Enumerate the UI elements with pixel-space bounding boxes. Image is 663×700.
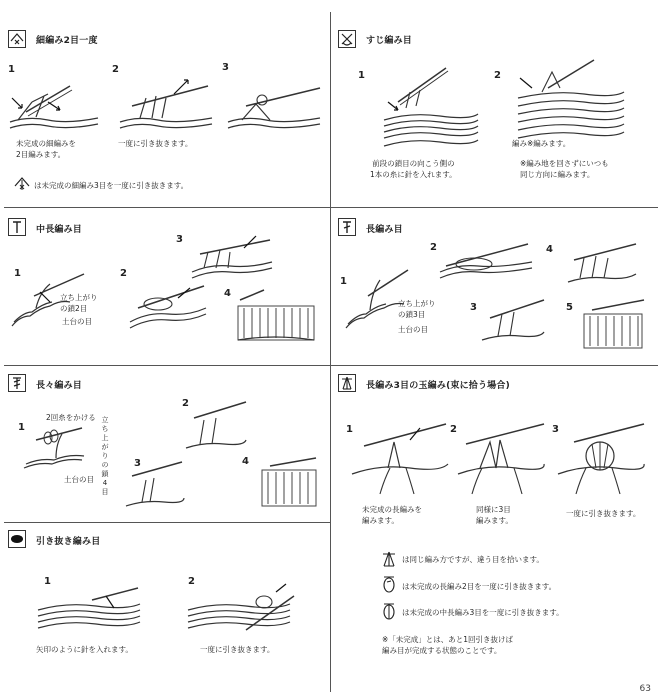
step-number: 1	[346, 424, 353, 435]
note-text: は未完成の中長編み3目を一度に引き抜きます。	[402, 608, 564, 617]
sc2tog-symbol-icon	[8, 30, 26, 48]
cluster-step1-illustration	[350, 420, 450, 496]
sc3tog-symbol-icon	[14, 176, 30, 192]
row-divider-1	[4, 207, 658, 208]
back-loop-symbol-icon	[338, 30, 356, 48]
slip-stitch-symbol-icon	[8, 530, 26, 548]
section-title: 長編み3目の玉編み(束に拾う場合)	[366, 381, 510, 391]
step-caption: 一度に引き抜きます。	[118, 139, 193, 148]
section-title: すじ編み目	[366, 36, 413, 46]
dc2-cluster-symbol-icon	[380, 576, 398, 594]
back-loop-step2-illustration	[514, 58, 626, 148]
mark: ※	[527, 139, 534, 148]
step-number: 1	[358, 70, 365, 81]
step-number: 1	[18, 422, 25, 433]
step-caption: 一度に引き抜きます。	[566, 509, 641, 518]
dc-step5-illustration	[578, 300, 648, 352]
step-caption: 矢印のように針を入れます。	[36, 645, 133, 654]
footnote-text: ※「未完成」とは、あと1回引き抜けば 編み目が完成する状態のことです。	[382, 635, 514, 655]
section-title: 長編み目	[366, 225, 403, 235]
step-number: 2	[112, 64, 119, 75]
tr-step4-illustration	[256, 458, 322, 510]
tr-symbol-icon	[8, 374, 26, 392]
label-base-stitch: 土台の目	[64, 475, 94, 484]
step-number: 4	[242, 456, 249, 467]
step-caption: 前段の鎖目の向こう側の 1本の糸に針を入れます。	[370, 159, 457, 179]
step-caption: 未完成の長編みを 編みます。	[362, 505, 422, 525]
hdc3-cluster-symbol-icon	[380, 602, 398, 620]
step-number: 1	[14, 268, 21, 279]
page-number: 63	[639, 684, 651, 694]
cluster-step2-illustration	[456, 420, 546, 496]
step-number: 3	[134, 458, 141, 469]
dc-symbol-icon	[338, 218, 356, 236]
step-number: 2	[494, 70, 501, 81]
sc2tog-step1-illustration	[8, 72, 104, 134]
section-title: 細編み2目一度	[36, 36, 98, 46]
label-turning-chain: 立ち上がり の鎖3目	[398, 299, 436, 319]
step-caption: ※編み地を回さずにいつも 同じ方向に編みます。	[520, 159, 609, 179]
note-text: は同じ編み方ですが、違う目を拾います。	[402, 555, 544, 564]
section-title: 引き抜き編み目	[36, 537, 101, 547]
dc-step3-illustration	[480, 298, 546, 346]
step-number: 2	[430, 242, 437, 253]
step-number: 3	[222, 62, 229, 73]
step-caption: 未完成の細編みを 2目編みます。	[16, 139, 76, 159]
cluster-variant-symbol-icon	[380, 550, 398, 568]
row-divider-3	[4, 522, 330, 523]
label-turning-chain: 立 ち 上 が り の 鎖 4 目	[101, 416, 109, 496]
hdc-step3-illustration	[190, 234, 274, 280]
step-number: 2	[182, 398, 189, 409]
sc2tog-step2-illustration	[118, 72, 214, 134]
hdc-step2-illustration	[128, 278, 208, 330]
note-text: は未完成の長編み2目を一度に引き抜きます。	[402, 582, 557, 591]
step-number: 4	[224, 288, 231, 299]
label-yarn-over-twice: 2回糸をかける	[46, 413, 96, 422]
step-caption: 同様に3目 編みます。	[476, 505, 513, 525]
tr-step3-illustration	[184, 402, 248, 454]
back-loop-step1-illustration	[380, 62, 480, 150]
tr-step1-illustration	[22, 424, 96, 472]
cluster-symbol-icon	[338, 374, 356, 392]
tr-step2-illustration	[124, 462, 186, 512]
hdc-step4-illustration	[234, 290, 320, 346]
cluster-step3-illustration	[556, 420, 646, 496]
label-turning-chain: 立ち上がり の鎖2目	[60, 293, 98, 313]
section-title: 中長編み目	[36, 225, 83, 235]
step-number: 5	[566, 302, 573, 313]
slip-step1-illustration	[36, 584, 142, 634]
row-divider-2	[4, 365, 658, 366]
dc-step2-illustration	[438, 242, 534, 282]
section-title: 長々編み目	[36, 381, 83, 391]
step-caption: 一度に引き抜きます。	[200, 645, 275, 654]
step-caption-prefix: 編み※編みます。	[512, 139, 571, 148]
step-number: 3	[176, 234, 183, 245]
step-number: 3	[552, 424, 559, 435]
dc-step4-illustration	[566, 244, 638, 288]
label-base-stitch: 土台の目	[62, 317, 92, 326]
step-number: 2	[188, 576, 195, 587]
step-number: 2	[120, 268, 127, 279]
step-number: 4	[546, 244, 553, 255]
sc2tog-step3-illustration	[226, 72, 322, 134]
step-number: 1	[340, 276, 347, 287]
center-divider	[330, 12, 331, 692]
hdc-symbol-icon	[8, 218, 26, 236]
step-number: 1	[44, 576, 51, 587]
step-number: 3	[470, 302, 477, 313]
note-text: は未完成の細編み3目を一度に引き抜きます。	[34, 181, 189, 190]
slip-step2-illustration	[186, 584, 296, 634]
step-number: 1	[8, 64, 15, 75]
step-number: 2	[450, 424, 457, 435]
label-base-stitch: 土台の目	[398, 325, 428, 334]
